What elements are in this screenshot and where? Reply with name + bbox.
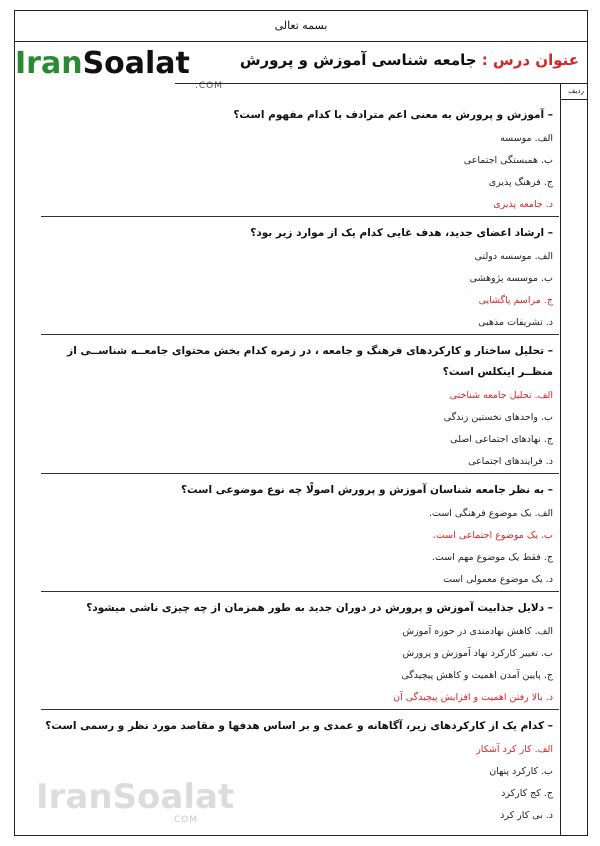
question-block <box>41 474 559 592</box>
question-block <box>41 99 559 217</box>
row-number-header-divider <box>561 99 587 100</box>
question-block <box>41 592 559 710</box>
question-list <box>41 99 559 835</box>
answer-option: د. تشریفات مذهبی <box>478 317 553 328</box>
answer-option: ب. کارکرد پنهان <box>489 766 553 777</box>
logo-domain: .COM <box>195 81 223 91</box>
answer-option: الف. موسسه <box>500 133 553 144</box>
answer-option: ج. نهادهای اجتماعی اصلی <box>450 434 553 445</box>
answer-option: ج. پایین آمدن اهمیت و کاهش پیچیدگی <box>401 670 553 681</box>
answer-option: ب. همبستگی اجتماعی <box>463 155 553 166</box>
bismillah-header: بسمه تعالی <box>15 11 587 42</box>
answer-option: ج. فقط یک موضوع مهم است. <box>431 552 553 563</box>
logo-part-iran: Iran <box>15 46 83 81</box>
row-number-column-divider <box>560 83 561 835</box>
answer-option-correct: ب. یک موضوع اجتماعی است. <box>432 530 553 541</box>
answer-option: د. بی کار کرد <box>500 810 553 821</box>
watermark-domain: .COM <box>170 815 198 825</box>
answer-option: الف. موسسه دولتی <box>474 251 553 262</box>
answer-option: الف. یک موضوع فرهنگی است. <box>428 508 553 519</box>
question-text: – دلایل جذابیت آموزش و پرورش در دوران جدید به طور همزمان از چه چیزی ناشی میشود؟ <box>86 602 553 614</box>
answer-option: ج. فرهنگ پذیری <box>488 177 553 188</box>
question-text: – تحلیل ساختار و کارکردهای فرهنگ و جامعه ، در زمره کدام بخش محتوای جامعــه شناســی از منظــر اینکلس است؟ <box>67 345 553 378</box>
row-number-label: ردیف <box>568 87 584 95</box>
answer-option: ب. واحدهای نخستین زندگی <box>443 412 553 423</box>
course-title-label: عنوان درس : <box>481 51 579 69</box>
answer-option-correct: الف. کار کرد آشکار <box>476 744 553 755</box>
header-divider <box>175 83 587 84</box>
course-title <box>240 51 579 69</box>
question-text: – ارشاد اعضای جدید، هدف غایی کدام یک از موارد زیر بود؟ <box>250 227 553 239</box>
answer-option-correct: الف. تحلیل جامعه شناختی <box>449 390 553 401</box>
question-text: – به نظر جامعه شناسان آموزش و پرورش اصولًا چه نوع موضوعی است؟ <box>180 484 553 496</box>
answer-option-correct: ج. مراسم پاگشایی <box>478 295 553 306</box>
answer-option-correct: د. بالا رفتن اهمیت و افزایش پیچیدگی آن <box>393 692 553 703</box>
answer-option: الف. کاهش نهادمندی در حوزه آموزش <box>402 626 553 637</box>
brand-logo <box>15 46 190 81</box>
course-title-name: جامعه شناسی آموزش و پرورش <box>239 51 477 69</box>
answer-option: د. یک موضوع معمولی است <box>443 574 553 585</box>
question-block <box>41 335 559 474</box>
answer-option: د. فرایندهای اجتماعی <box>468 456 553 467</box>
question-text: – آموزش و پرورش به معنی اعم مترادف با کدام مفهوم است؟ <box>233 109 553 121</box>
logo-part-soalat: Soalat <box>82 46 190 81</box>
answer-option-correct: د. جامعه پذیری <box>493 199 553 210</box>
answer-option: ب. تغییر کارکرد نهاد آموزش و پرورش <box>402 648 553 659</box>
exam-sheet <box>14 10 588 836</box>
answer-option: ب. موسسه پژوهشی <box>469 273 553 284</box>
question-block <box>41 217 559 335</box>
question-text: – کدام یک از کارکردهای زیر، آگاهانه و عمدی و بر اساس هدفها و مقاصد مورد نظر و رسمی است؟ <box>45 720 553 732</box>
watermark-logo: IranSoalat <box>36 777 235 817</box>
answer-option: ج. کج کارکرد <box>501 788 553 799</box>
